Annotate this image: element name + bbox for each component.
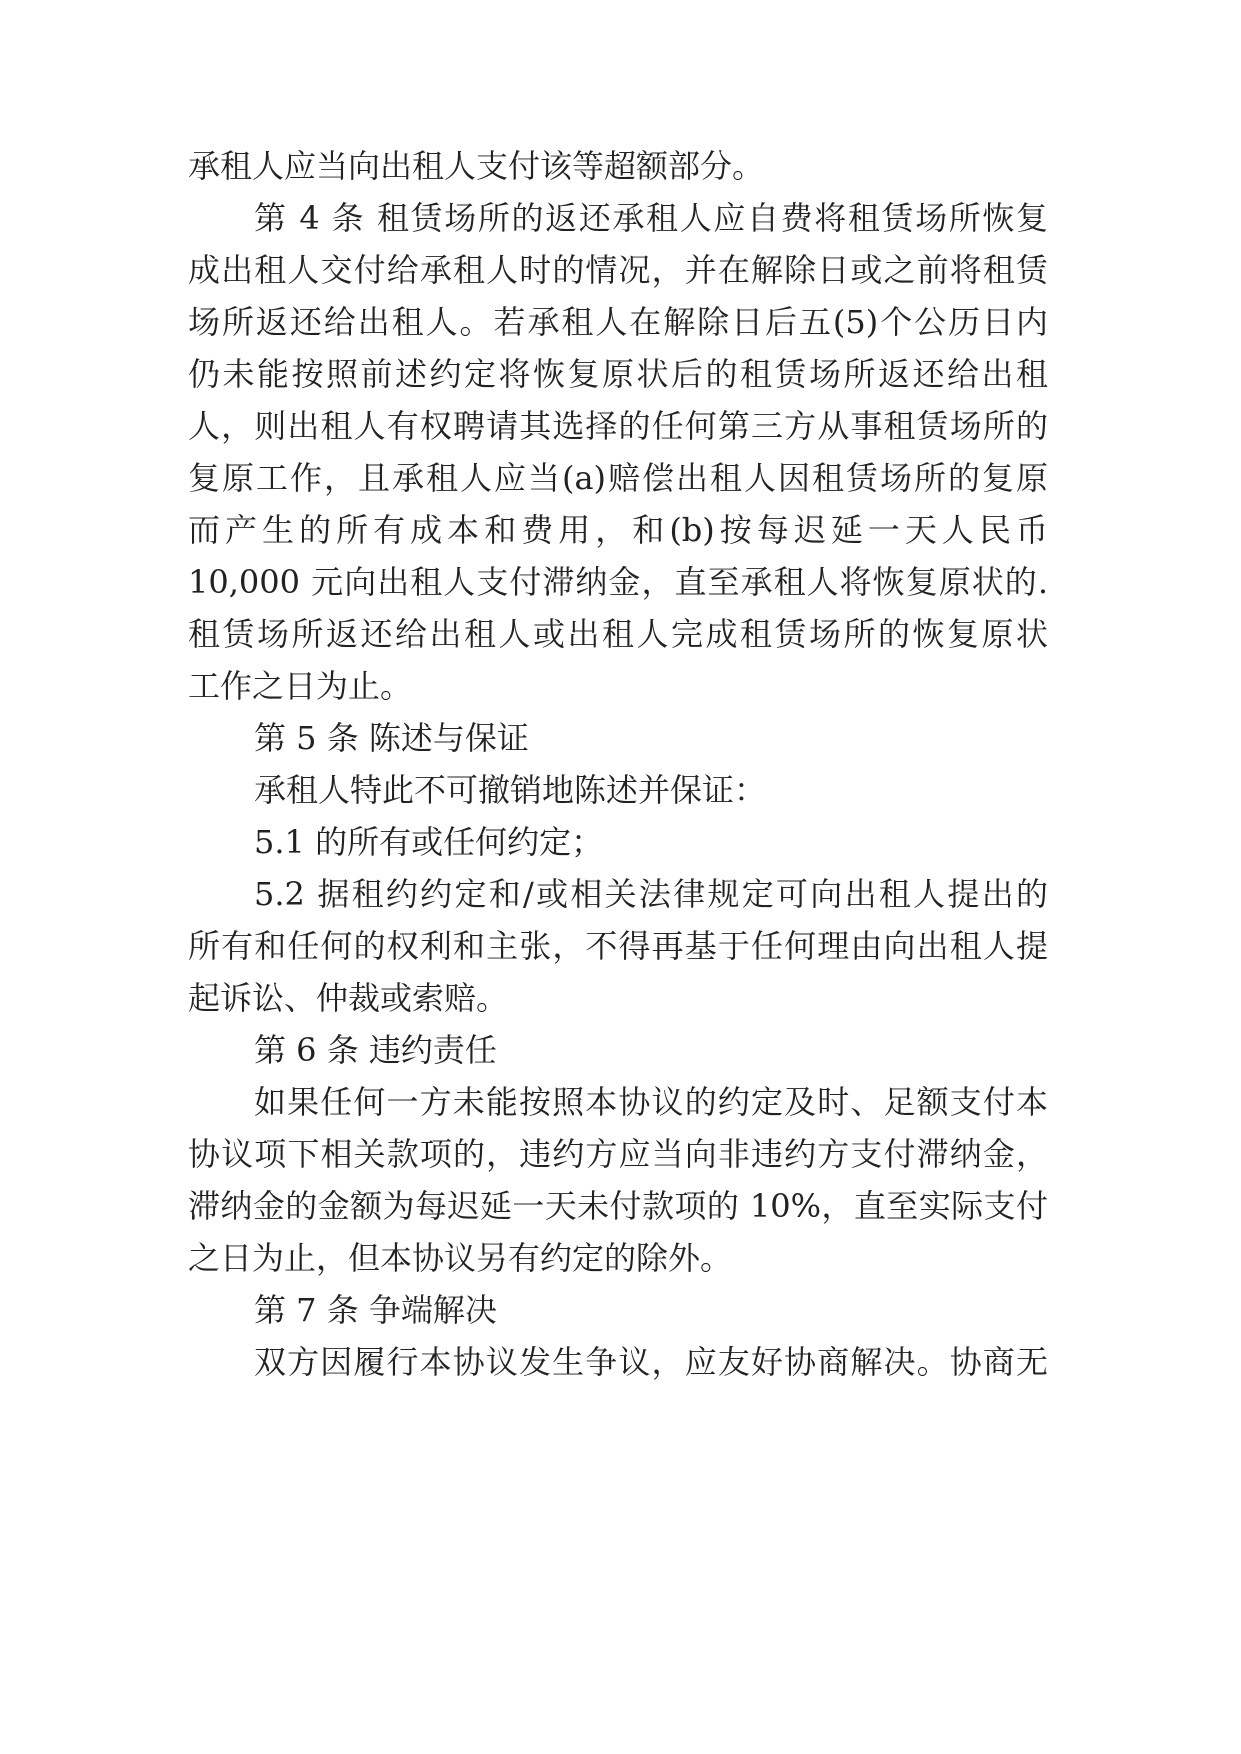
paragraph-line: 租赁场所返还给出租人或出租人完成租赁场所的恢复原状 bbox=[188, 615, 1048, 653]
paragraph-line: 之日为止，但本协议另有约定的除外。 bbox=[188, 1239, 733, 1277]
article-5-heading: 第 5 条 陈述与保证 bbox=[254, 719, 529, 757]
paragraph-line: 仍未能按照前述约定将恢复原状后的租赁场所返还给出租 bbox=[188, 355, 1048, 393]
paragraph-line: 工作之日为止。 bbox=[188, 667, 413, 705]
paragraph-line: 双方因履行本协议发生争议，应友好协商解决。协商无 bbox=[254, 1343, 1048, 1381]
paragraph-line: 而产生的所有成本和费用，和(b)按每迟延一天人民币 bbox=[188, 511, 1048, 549]
paragraph-line: 复原工作，且承租人应当(a)赔偿出租人因租赁场所的复原 bbox=[188, 459, 1048, 497]
clause-5-1-line: 5.1 的所有或任何约定； bbox=[254, 823, 604, 861]
clause-5-2-line: 5.2 据租约约定和/或相关法律规定可向出租人提出的 bbox=[254, 875, 1048, 913]
paragraph-line: 10,000 元向出租人支付滞纳金，直至承租人将恢复原状的. bbox=[188, 563, 1048, 601]
article-4-heading-line: 第 4 条 租赁场所的返还承租人应自费将租赁场所恢复 bbox=[254, 199, 1048, 237]
paragraph-line: 场所返还给出租人。若承租人在解除日后五(5)个公历日内 bbox=[188, 303, 1048, 341]
article-6-heading: 第 6 条 违约责任 bbox=[254, 1031, 497, 1069]
paragraph-line: 所有和任何的权利和主张，不得再基于任何理由向出租人提 bbox=[188, 927, 1048, 965]
paragraph-line: 协议项下相关款项的，违约方应当向非违约方支付滞纳金， bbox=[188, 1135, 1048, 1173]
paragraph-line: 承租人应当向出租人支付该等超额部分。 bbox=[188, 147, 765, 185]
paragraph-line: 成出租人交付给承租人时的情况，并在解除日或之前将租赁 bbox=[188, 251, 1048, 289]
paragraph-line: 滞纳金的金额为每迟延一天未付款项的 10%，直至实际支付 bbox=[188, 1187, 1048, 1225]
paragraph-line: 承租人特此不可撤销地陈述并保证： bbox=[254, 771, 767, 809]
article-7-heading: 第 7 条 争端解决 bbox=[254, 1291, 497, 1329]
paragraph-line: 起诉讼、仲裁或索赔。 bbox=[188, 979, 509, 1017]
paragraph-line: 如果任何一方未能按照本协议的约定及时、足额支付本 bbox=[254, 1083, 1048, 1121]
paragraph-line: 人，则出租人有权聘请其选择的任何第三方从事租赁场所的 bbox=[188, 407, 1048, 445]
